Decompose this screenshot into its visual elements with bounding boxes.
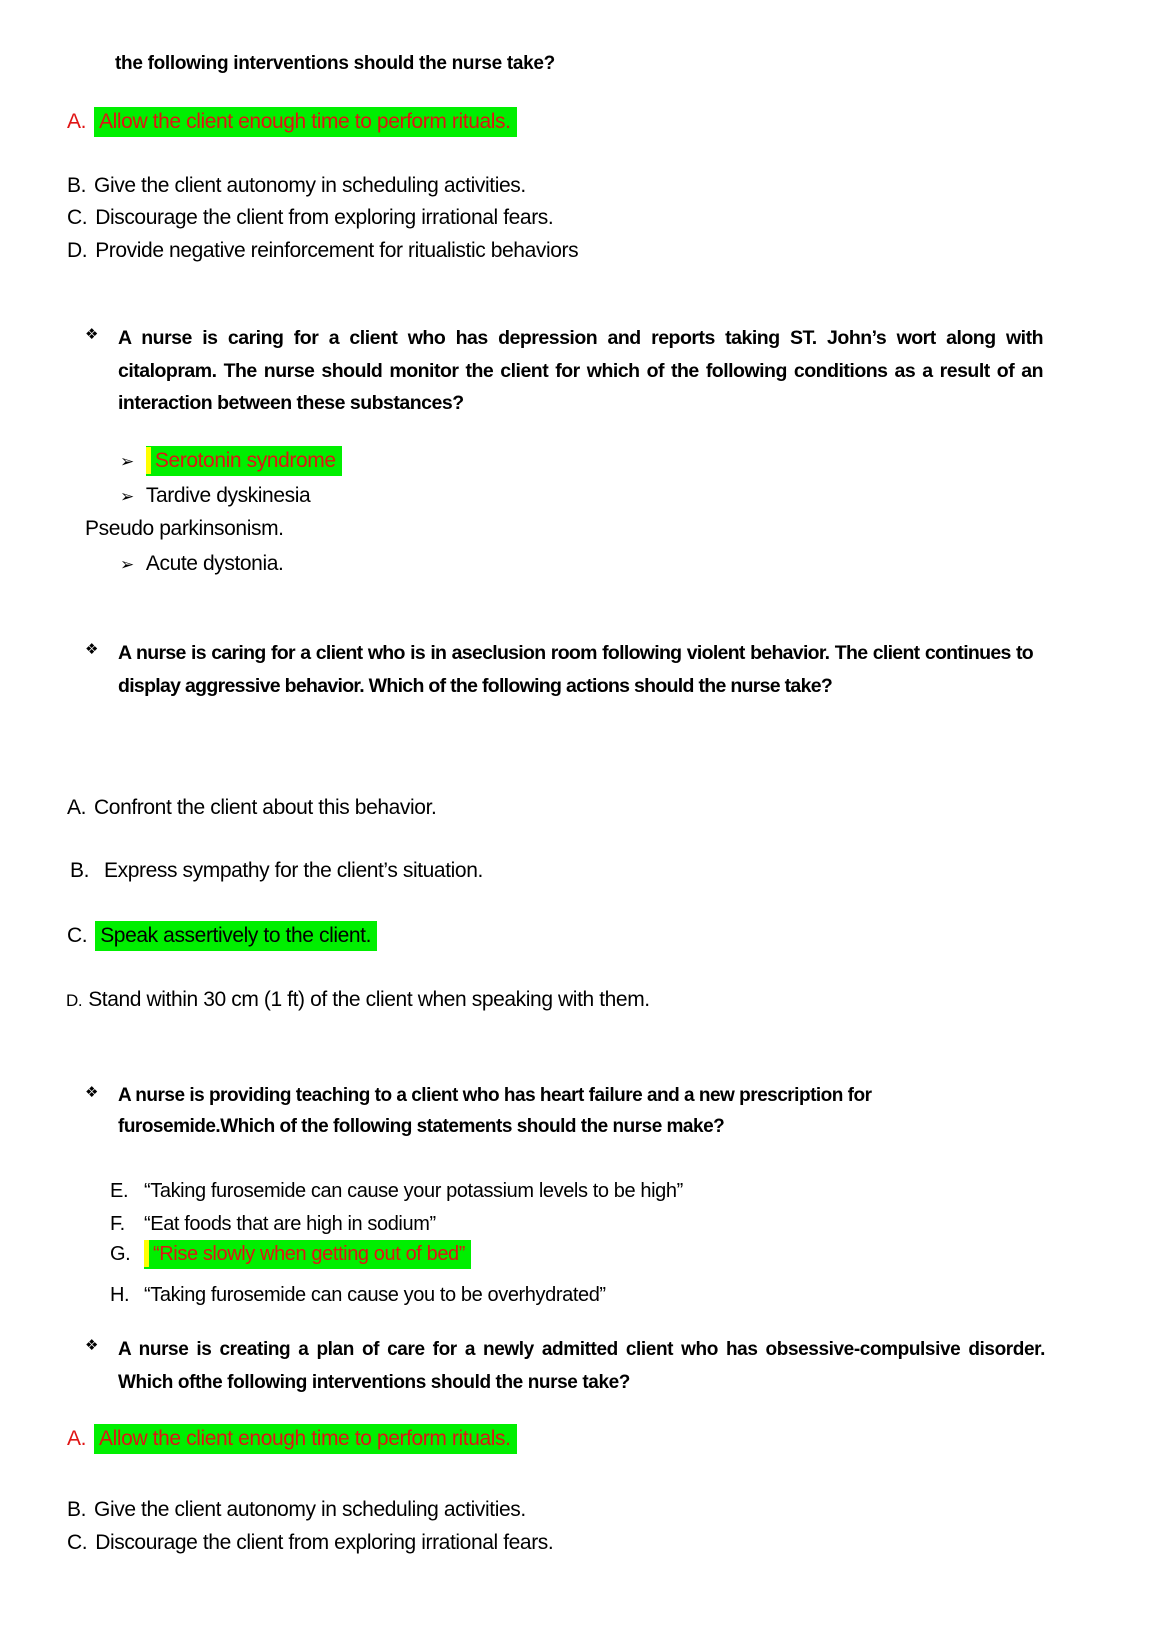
answer-option-h — [110, 1284, 606, 1307]
option-letter: B. — [67, 174, 87, 197]
correct-answer-highlight — [95, 921, 377, 951]
option-text: Give the client autonomy in scheduling activities. — [94, 1498, 526, 1521]
answer-option-b — [70, 859, 483, 883]
answer-option-c — [67, 924, 377, 948]
option-text: Allow the client enough time to perform rituals. — [99, 110, 511, 133]
option-letter: H. — [110, 1284, 130, 1306]
diamond-bullet-icon: ❖ — [85, 325, 99, 343]
answer-option-c — [67, 206, 553, 230]
question-depression — [85, 322, 1043, 420]
option-text: Confront the client about this behavior. — [94, 796, 437, 819]
answer-option-e — [110, 1180, 683, 1203]
option-letter: E. — [110, 1180, 129, 1202]
diamond-bullet-icon: ❖ — [85, 640, 99, 658]
arrow-option-serotonin — [120, 449, 342, 473]
option-text: Allow the client enough time to perform rituals. — [99, 1427, 511, 1450]
diamond-bullet-icon: ❖ — [85, 1083, 99, 1101]
option-letter: B. — [67, 1498, 87, 1521]
option-text: “Taking furosemide can cause your potassium levels to be high” — [144, 1180, 683, 1202]
option-letter: C. — [67, 206, 88, 229]
question-text: A nurse is caring for a client who has depression and reports taking ST. John’s wort along with citalopram. The nurse should monitor the client for which of the following conditions as a result of an interaction between these substances? — [118, 327, 1043, 414]
answer-option-d — [66, 988, 650, 1012]
option-letter: D. — [67, 239, 88, 262]
question-text: A nurse is providing teaching to a client who has heart failure and a new prescription for furosemide.Which of the following statements should the nurse make? — [118, 1085, 872, 1137]
option-text: Pseudo parkinsonism. — [85, 517, 284, 540]
answer-option-g — [110, 1243, 471, 1266]
option-text: Express sympathy for the client’s situation. — [104, 859, 483, 882]
yellow-tab — [144, 1240, 149, 1267]
answer-option-d — [67, 239, 578, 263]
answer-option-a — [67, 1427, 517, 1451]
option-letter: A. — [67, 110, 87, 133]
option-text: Stand within 30 cm (1 ft) of the client when speaking with them. — [88, 988, 650, 1011]
option-letter: B. — [70, 859, 90, 882]
answer-option-b — [67, 1498, 526, 1522]
option-text: Serotonin syndrome — [154, 449, 336, 472]
correct-answer-highlight — [144, 1240, 471, 1269]
option-letter: A. — [67, 796, 87, 819]
question-text: A nurse is creating a plan of care for a newly admitted client who has obsessive-compulsive disorder. Which ofthe following interventions should the nurse take? — [118, 1339, 1045, 1393]
question-seclusion — [85, 637, 1033, 702]
option-text: Give the client autonomy in scheduling activities. — [94, 174, 526, 197]
option-letter: F. — [110, 1213, 125, 1235]
option-text: Discourage the client from exploring irrational fears. — [95, 206, 554, 229]
option-text: Speak assertively to the client. — [100, 924, 372, 947]
question-furosemide — [85, 1080, 885, 1142]
correct-answer-highlight — [94, 1424, 517, 1454]
option-text: Tardive dyskinesia — [145, 484, 311, 507]
option-letter: A. — [67, 1427, 87, 1450]
answer-option-b — [67, 174, 526, 198]
arrow-bullet-icon: ➢ — [120, 487, 134, 507]
option-letter: C. — [67, 924, 88, 947]
option-text: Acute dystonia. — [145, 552, 284, 575]
option-text: Discourage the client from exploring irrational fears. — [95, 1531, 554, 1554]
answer-option-a — [67, 796, 436, 820]
answer-option-c — [67, 1531, 553, 1555]
correct-answer-highlight — [146, 446, 342, 476]
arrow-bullet-icon: ➢ — [120, 555, 134, 575]
yellow-tab — [146, 447, 151, 474]
correct-answer-highlight — [94, 107, 517, 137]
option-text: “Rise slowly when getting out of bed” — [153, 1243, 466, 1265]
option-text: Provide negative reinforcement for ritualistic behaviors — [95, 239, 579, 262]
arrow-bullet-icon: ➢ — [120, 452, 134, 472]
option-letter: D. — [66, 991, 83, 1010]
question-text: A nurse is caring for a client who is in aseclusion room following violent behavior. The client continues to display aggressive behavior. Which of the following actions should the nurse take? — [118, 642, 1033, 697]
option-pseudo-parkinsonism — [85, 517, 284, 541]
question-ocd — [85, 1333, 1045, 1399]
option-letter: C. — [67, 1531, 88, 1554]
option-letter: G. — [110, 1243, 131, 1265]
arrow-option-tardive — [120, 484, 310, 508]
diamond-bullet-icon: ❖ — [85, 1336, 99, 1354]
question-stem-fragment: the following interventions should the nurse take? — [115, 53, 555, 74]
answer-option-a — [67, 110, 517, 134]
answer-option-f — [110, 1213, 436, 1236]
option-text: “Eat foods that are high in sodium” — [144, 1213, 436, 1235]
option-text: “Taking furosemide can cause you to be overhydrated” — [144, 1284, 606, 1306]
arrow-option-dystonia — [120, 552, 283, 576]
